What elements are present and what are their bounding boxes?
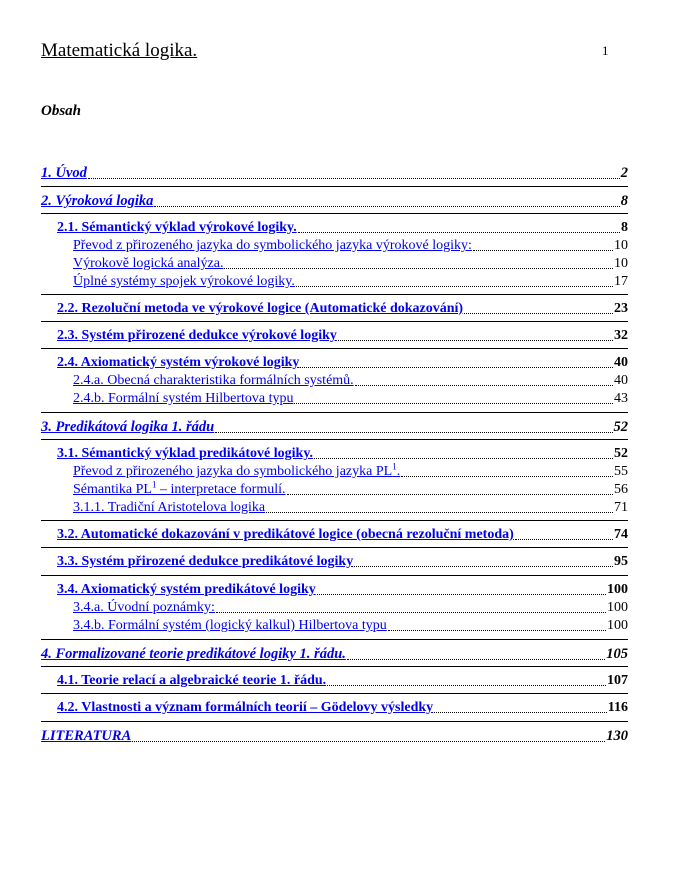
toc-page-number: 8: [620, 193, 628, 209]
toc-entry-title: 2.4.b. Formální systém Hilbertova typu: [73, 391, 294, 406]
toc-entry-link[interactable]: [57, 554, 353, 570]
toc-entry-link[interactable]: [73, 479, 286, 498]
toc-entry[interactable]: [41, 165, 628, 182]
toc-separator: [41, 348, 628, 349]
toc-page-number: 105: [606, 646, 628, 662]
toc-dot-leader: [473, 250, 613, 251]
toc-page-number: 95: [614, 554, 628, 569]
toc-dot-leader: [266, 512, 613, 513]
toc-dot-leader: [347, 659, 605, 660]
toc-dot-leader: [401, 476, 613, 477]
toc-entry-title: 4.1. Teorie relací a algebraické teorie 1. řádu.: [57, 673, 327, 688]
toc-dot-leader: [355, 385, 613, 386]
toc-entry-title: 2.4. Axiomatický systém výrokové logiky: [57, 355, 300, 370]
toc-entry[interactable]: [73, 274, 628, 290]
toc-entry-title: 2.4.a. Obecná charakteristika formálních systémů.: [73, 373, 354, 388]
toc-dot-leader: [515, 539, 613, 540]
toc-separator: [41, 321, 628, 322]
toc-dot-leader: [287, 494, 614, 495]
toc-entry-link[interactable]: [41, 646, 346, 663]
toc-page-number: 74: [614, 527, 628, 542]
toc-dot-leader: [154, 206, 619, 207]
section-heading: Obsah: [41, 103, 82, 119]
toc-separator: [41, 639, 628, 640]
toc-dot-leader: [464, 313, 613, 314]
toc-page-number: 52: [613, 419, 628, 435]
toc-entry-title-suffix: .: [396, 464, 401, 479]
toc-entry[interactable]: [57, 328, 628, 344]
toc-page-number: 32: [614, 328, 628, 343]
toc-separator: [41, 721, 628, 722]
toc-entry-title: 4.2. Vlastnosti a význam formálních teorií – Gödelovy výsledky: [57, 700, 434, 715]
toc-entry-link[interactable]: [41, 165, 87, 182]
toc-entry[interactable]: [57, 673, 628, 689]
toc-dot-leader: [317, 594, 606, 595]
toc-dot-leader: [327, 685, 606, 686]
toc-entry-title-suffix: – interpretace formulí.: [156, 482, 286, 497]
toc-entry-link[interactable]: [73, 600, 215, 616]
toc-dot-leader: [224, 268, 613, 269]
toc-page-number: 130: [606, 728, 628, 744]
toc-dot-leader: [354, 566, 613, 567]
toc-entry-title: 3.4.a. Úvodní poznámky:: [73, 600, 215, 615]
toc-entry-link[interactable]: [57, 328, 337, 344]
toc-entry-title: 3. Predikátová logika 1. řádu: [41, 419, 215, 435]
toc-entry-title: Úplné systémy spojek výrokové logiky.: [73, 274, 295, 289]
toc-page-number: 43: [614, 391, 628, 406]
toc-page-number: 23: [614, 301, 628, 316]
toc-entry-link[interactable]: [73, 274, 295, 290]
toc-separator: [41, 213, 628, 214]
toc-entry[interactable]: [73, 618, 628, 634]
toc-separator: [41, 294, 628, 295]
toc-entry-link[interactable]: [41, 419, 214, 436]
toc-entry[interactable]: [73, 391, 628, 407]
toc-page-number: 56: [614, 482, 628, 497]
toc-entry-title: 1. Úvod: [41, 165, 87, 181]
toc-dot-leader: [388, 630, 606, 631]
toc-entry-link[interactable]: [57, 301, 463, 317]
toc-entry[interactable]: [57, 446, 628, 462]
toc-entry-superscript: 1: [151, 479, 157, 490]
toc-entry-link[interactable]: [41, 193, 153, 210]
toc-entry[interactable]: [57, 700, 628, 716]
document-title-text: Matematická logika: [41, 40, 193, 61]
toc-dot-leader: [294, 403, 613, 404]
toc-dot-leader: [88, 178, 620, 179]
toc-entry-link[interactable]: [73, 618, 387, 634]
toc-entry-title: 3.1. Sémantický výklad predikátové logiky.: [57, 446, 314, 461]
toc-entry[interactable]: [73, 600, 628, 616]
toc-entry[interactable]: [57, 301, 628, 317]
toc-entry[interactable]: [73, 479, 628, 498]
toc-entry-link[interactable]: [73, 256, 223, 272]
toc-page-number: 107: [607, 673, 628, 688]
toc-entry-link[interactable]: [73, 500, 265, 516]
toc-page-number: 17: [614, 274, 628, 289]
toc-entry-link[interactable]: [57, 700, 433, 716]
toc-separator: [41, 412, 628, 413]
toc-entry[interactable]: [57, 554, 628, 570]
toc-entry[interactable]: [73, 256, 628, 272]
toc-page-number: 116: [607, 700, 628, 715]
toc-entry-link[interactable]: [57, 355, 299, 371]
toc-separator: [41, 575, 628, 576]
toc-entry-title: 2.2. Rezoluční metoda ve výrokové logice (Automatické dokazování): [57, 301, 464, 316]
toc-entry-title: 2. Výroková logika: [41, 193, 154, 209]
toc-entry-title: LITERATURA: [41, 728, 132, 744]
toc-entry-link[interactable]: [73, 373, 354, 389]
toc-page-number: 8: [621, 220, 628, 235]
toc-dot-leader: [434, 712, 607, 713]
toc-dot-leader: [298, 232, 620, 233]
toc-entry[interactable]: [57, 355, 628, 371]
toc-page-number: 100: [607, 618, 628, 633]
toc-dot-leader: [314, 458, 613, 459]
toc-entry-link[interactable]: [73, 461, 401, 480]
page-number: 1: [602, 43, 609, 58]
toc-entry-title: Převod z přirozeného jazyka do symbolického jazyka výrokové logiky:: [73, 238, 472, 253]
toc-dot-leader: [216, 612, 606, 613]
toc-entry-link[interactable]: [57, 220, 297, 236]
toc-dot-leader: [215, 432, 612, 433]
toc-page-number: 100: [607, 600, 628, 615]
toc-separator: [41, 666, 628, 667]
toc-entry[interactable]: [73, 238, 628, 254]
toc-entry-title: 3.4. Axiomatický systém predikátové logiky: [57, 582, 316, 597]
toc-dot-leader: [296, 286, 613, 287]
toc-page-number: 10: [614, 238, 628, 253]
toc-page-number: 100: [607, 582, 628, 597]
toc-separator: [41, 186, 628, 187]
toc-page-number: 55: [614, 464, 628, 479]
toc-entry[interactable]: [41, 419, 628, 436]
toc-page-number: 40: [614, 373, 628, 388]
toc-entry-title: Převod z přirozeného jazyka do symbolického jazyka PL: [73, 464, 393, 479]
toc-dot-leader: [132, 741, 605, 742]
toc-entry-link[interactable]: [73, 391, 293, 407]
document-title: [41, 40, 197, 62]
toc-entry[interactable]: [41, 193, 628, 210]
toc-entry[interactable]: [57, 582, 628, 598]
toc-entry-title: Sémantika PL: [73, 482, 152, 497]
toc-entry-title: 3.2. Automatické dokazování v predikátové logice (obecná rezoluční metoda): [57, 527, 514, 542]
toc-separator: [41, 547, 628, 548]
toc-entry-title: Výrokově logická analýza.: [73, 256, 224, 271]
toc-entry[interactable]: [73, 500, 628, 516]
toc-entry-title: 2.3. Systém přirozené dedukce výrokové logiky: [57, 328, 337, 343]
toc-entry-title: 4. Formalizované teorie predikátové logiky 1. řádu.: [41, 646, 346, 662]
toc-entry[interactable]: [57, 527, 628, 543]
toc-entry[interactable]: [73, 461, 628, 480]
toc-entry-link[interactable]: [41, 728, 131, 745]
toc-dot-leader: [338, 340, 613, 341]
toc-entry-link[interactable]: [57, 527, 514, 543]
toc-page-number: 10: [614, 256, 628, 271]
toc-page-number: 71: [614, 500, 628, 515]
toc-entry[interactable]: [57, 220, 628, 236]
toc-page-number: 52: [614, 446, 628, 461]
toc-separator: [41, 520, 628, 521]
toc-entry-link[interactable]: [57, 582, 316, 598]
toc-entry-title: 3.1.1. Tradiční Aristotelova logika: [73, 500, 266, 515]
toc-entry[interactable]: [73, 373, 628, 389]
toc-entry-title: 3.4.b. Formální systém (logický kalkul) Hilbertova typu: [73, 618, 387, 633]
toc-entry-link[interactable]: [57, 446, 313, 462]
toc-entry-superscript: 1: [392, 461, 397, 472]
toc-entry-link[interactable]: [73, 238, 472, 254]
toc-entry-title: 2.1. Sémantický výklad výrokové logiky.: [57, 220, 297, 235]
toc-dot-leader: [300, 367, 613, 368]
toc-page-number: 2: [620, 165, 628, 181]
toc-entry[interactable]: [41, 728, 628, 745]
document-title-suffix: .: [192, 40, 198, 61]
toc-separator: [41, 693, 628, 694]
toc-entry-title: 3.3. Systém přirozené dedukce predikátové logiky: [57, 554, 354, 569]
toc-page-number: 40: [614, 355, 628, 370]
toc-entry-link[interactable]: [57, 673, 326, 689]
toc-separator: [41, 439, 628, 440]
toc-entry[interactable]: [41, 646, 628, 663]
